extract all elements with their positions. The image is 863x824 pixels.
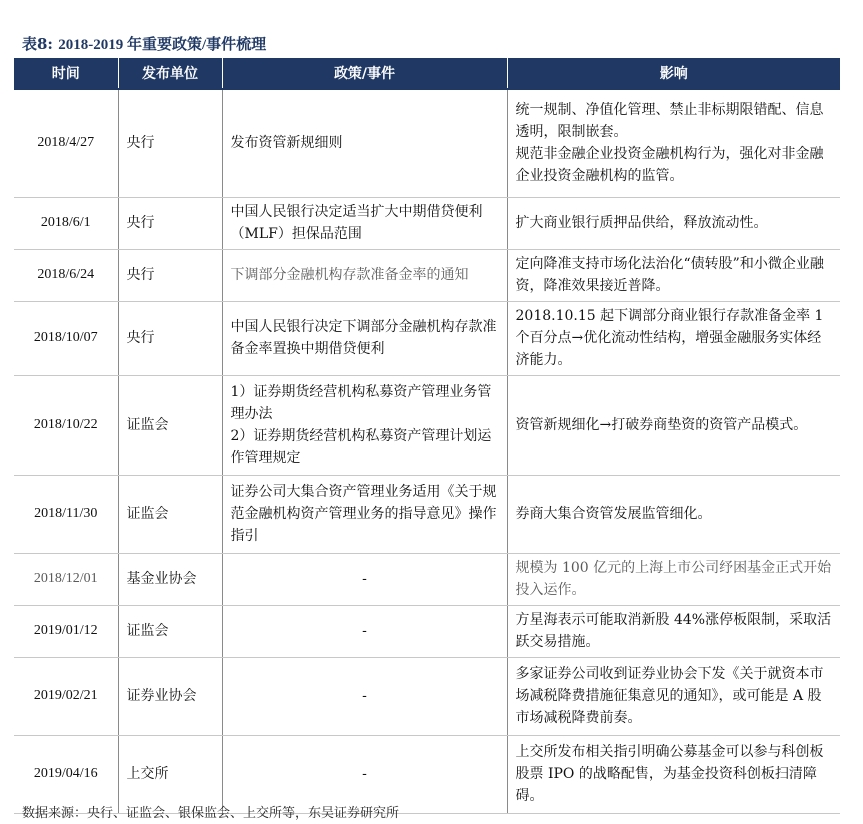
row-policy <box>222 475 507 553</box>
row-impact <box>507 89 840 197</box>
row-unit: 基金业协会 <box>118 553 222 605</box>
header-time: 时间 <box>14 58 118 89</box>
table-row <box>14 553 840 605</box>
row-impact <box>507 475 840 553</box>
row-policy <box>222 605 507 657</box>
impact-line: 资管新规细化→打破券商垫资的资管产品模式。 <box>515 417 808 433</box>
impact-line: 多家证券公司收到证券业协会下发《关于就资本市场减税降费措施征集意见的通知》，或可能是 A 股市场减税降费前奏。 <box>515 666 824 726</box>
impact-line: 上交所发布相关指引明确公募基金可以参与科创板股票 IPO 的战略配售，为基金投资科创板扫清障碍。 <box>515 744 824 804</box>
table-header-row <box>14 58 840 89</box>
row-policy <box>222 89 507 197</box>
policy-line: - <box>362 766 367 782</box>
row-unit: 央行 <box>118 89 222 197</box>
policy-line: 2）证券期货经营机构私募资产管理计划运作管理规定 <box>230 428 492 466</box>
row-policy <box>222 657 507 735</box>
table-row <box>14 657 840 735</box>
row-policy <box>222 375 507 475</box>
row-date: 2018/6/24 <box>14 249 118 301</box>
row-unit: 证监会 <box>118 605 222 657</box>
policy-events-table <box>14 58 840 814</box>
row-date: 2018/10/07 <box>14 301 118 375</box>
row-unit: 证监会 <box>118 475 222 553</box>
policy-line: 发布资管新规细则 <box>230 135 343 152</box>
row-policy <box>222 301 507 375</box>
table-row <box>14 89 840 197</box>
caption-title: 2018-2019 年重要政策/事件梳理 <box>58 37 267 53</box>
row-impact <box>507 657 840 735</box>
row-date: 2018/11/30 <box>14 475 118 553</box>
table-row <box>14 375 840 475</box>
policy-line: 中国人民银行决定下调部分金融机构存款准备金率置换中期借贷便利 <box>230 319 497 357</box>
header-impact: 影响 <box>507 58 840 89</box>
row-date: 2018/6/1 <box>14 197 118 249</box>
row-impact <box>507 375 840 475</box>
impact-line: 规模为 100 亿元的上海上市公司纾困基金正式开始投入运作。 <box>515 560 832 598</box>
table-caption <box>22 33 266 54</box>
policy-line: 中国人民银行决定适当扩大中期借贷便利（MLF）担保品范围 <box>230 204 483 242</box>
policy-line: - <box>362 571 367 587</box>
row-date: 2019/02/21 <box>14 657 118 735</box>
table-row <box>14 475 840 553</box>
row-date: 2018/10/22 <box>14 375 118 475</box>
row-date: 2019/01/12 <box>14 605 118 657</box>
row-unit: 央行 <box>118 249 222 301</box>
header-policy: 政策/事件 <box>222 58 507 89</box>
table-row <box>14 249 840 301</box>
table-row <box>14 197 840 249</box>
data-source-note: 数据来源：央行、证监会、银保监会、上交所等，东吴证券研究所 <box>22 806 400 821</box>
row-impact <box>507 553 840 605</box>
row-unit: 上交所 <box>118 735 222 813</box>
policy-line: - <box>362 623 367 639</box>
row-unit: 央行 <box>118 197 222 249</box>
policy-line: 证券公司大集合资产管理业务适用《关于规范金融机构资产管理业务的指导意见》操作指引 <box>230 484 497 544</box>
row-policy <box>222 249 507 301</box>
impact-line: 统一规制、净值化管理、禁止非标期限错配、信息透明，限制嵌套。 <box>515 102 824 141</box>
row-impact <box>507 197 840 249</box>
impact-line: 方星海表示可能取消新股 44%涨停板限制，采取活跃交易措施。 <box>515 612 832 650</box>
row-unit: 证券业协会 <box>118 657 222 735</box>
impact-line: 扩大商业银行质押品供给，释放流动性。 <box>515 215 768 231</box>
table-row <box>14 301 840 375</box>
row-impact <box>507 301 840 375</box>
policy-line: - <box>362 688 367 704</box>
row-policy <box>222 197 507 249</box>
impact-line: 2018.10.15 起下调部分商业银行存款准备金率 1 个百分点→优化流动性结构，增强金融服务实体经济能力。 <box>515 308 824 368</box>
header-unit: 发布单位 <box>118 58 222 89</box>
impact-line: 规范非金融企业投资金融机构行为，强化对非金融企业投资金融机构的监管。 <box>515 146 824 185</box>
impact-line: 定向降准支持市场化法治化“债转股”和小微企业融资，降准效果接近普降。 <box>515 256 824 294</box>
table-row <box>14 605 840 657</box>
row-date: 2018/4/27 <box>14 89 118 197</box>
row-policy <box>222 553 507 605</box>
policy-line: 1）证券期货经营机构私募资产管理业务管理办法 <box>230 384 492 422</box>
row-impact <box>507 249 840 301</box>
impact-line: 券商大集合资管发展监管细化。 <box>515 506 712 522</box>
row-impact <box>507 605 840 657</box>
row-unit: 央行 <box>118 301 222 375</box>
row-impact <box>507 735 840 813</box>
row-unit: 证监会 <box>118 375 222 475</box>
caption-label: 表8: <box>22 35 53 53</box>
row-date: 2018/12/01 <box>14 553 118 605</box>
row-date: 2019/04/16 <box>14 735 118 813</box>
policy-line: 下调部分金融机构存款准备金率的通知 <box>230 267 469 283</box>
